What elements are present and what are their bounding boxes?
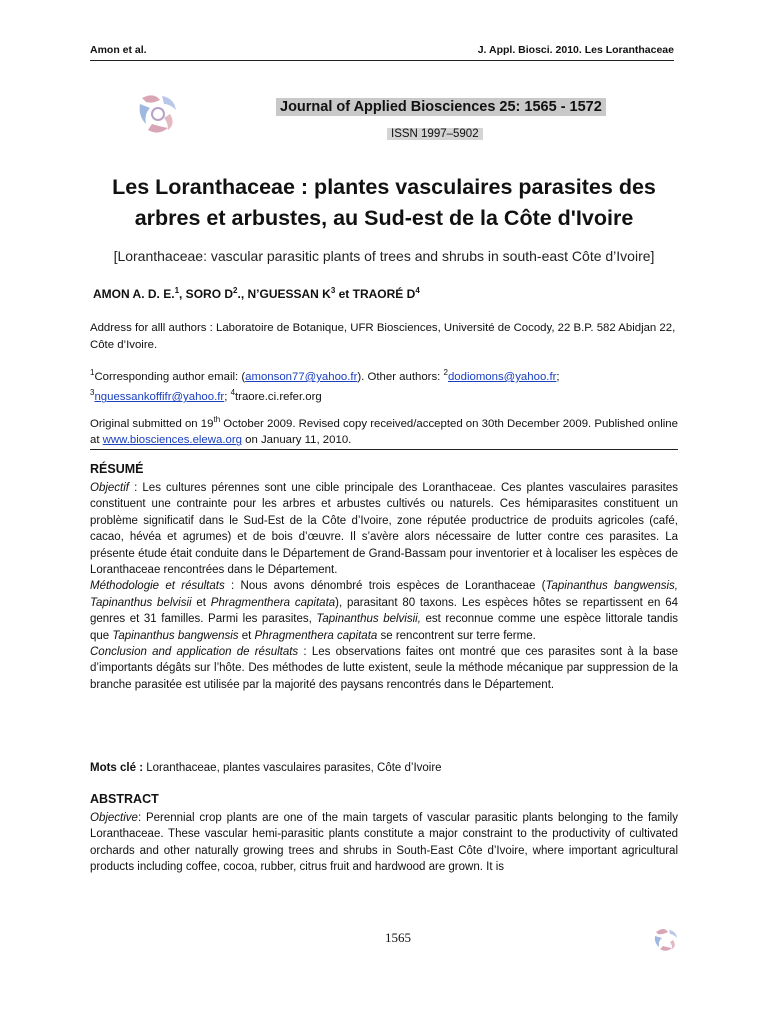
article-title [80, 172, 688, 234]
author-name: AMON A. D. E. [93, 287, 175, 301]
methodo-text: et [191, 596, 211, 609]
separator: ; [556, 370, 560, 383]
page-number: 1565 [385, 930, 411, 945]
author-address [90, 320, 678, 353]
footer-logo-icon [652, 926, 680, 952]
separator: ; [224, 391, 231, 404]
species-name: Tapinanthus bangwensis, Tapinanthus belvisii [90, 580, 678, 609]
methodo-text: : Nous avons dénombré trois espèces de Loranthaceae ( [224, 580, 546, 593]
submission-text: October 2009. Revised copy received/accepted on 30th December 2009. Published online [220, 417, 678, 430]
keywords-text: Loranthaceae, plantes vasculaires parasites, Côte d’Ivoire [143, 762, 442, 774]
author-mark: 3 [330, 286, 336, 295]
journal-name: Journal of Applied Biosciences 25: 1565 - 1572 [276, 98, 606, 116]
header-authors: Amon et al. [90, 44, 147, 56]
objective-text: : Perennial crop plants are one of the main targets of vascular parasitic plants belonging to the family Loranthaceae. These vascular hemi-parasitic plants constitute a major constraint to the productivity of cultivated orchards and other naturally growing trees and shrubs in South-East Côte d’Ivoire, where important agricultural products including coffee, cocoa, rubber, citrus fruit and hardwood are grown. It is [90, 812, 678, 874]
submission-text: on January 11, 2010. [241, 434, 352, 447]
resume-conclusion [90, 644, 678, 693]
resume-body [90, 480, 678, 693]
resume-objectif [90, 480, 678, 578]
resume-heading: RÉSUMÉ [90, 462, 144, 476]
author-name: et TRAORÉ D [335, 287, 416, 301]
correspondence-mid: ). Other authors: [357, 370, 444, 383]
website-link[interactable]: www.biosciences.elewa.org [102, 434, 242, 447]
abstract-body [90, 810, 678, 876]
footnote-mark: 2 [443, 368, 448, 377]
correspondence [90, 365, 678, 406]
keywords [90, 760, 678, 776]
submission-text: at [90, 434, 103, 447]
species-name: Phragmenthera capitata [210, 596, 336, 609]
methodo-label: Méthodologie et résultats [90, 580, 225, 593]
author-mark: 1 [174, 286, 180, 295]
title-line-2: arbres et arbustes, au Sud-est de la Côte d'Ivoire [134, 206, 634, 230]
address-line-2: Côte d’Ivoire. [90, 338, 158, 351]
objectif-text: : Les cultures pérennes sont une cible principale des Loranthaceae. Ces plantes vasculaires parasites constituent une contrainte pour les arbres et arbustes cultivés ou naturels. Ces hémiparasites constituent un problème significatif dans le Sud-Est de la Côte d’Ivoire, zone réputée productrice de produits agricoles (café, cacao, hévéa et agrumes) et de bois d’œuvre. Il s’avère alors nécessaire de lutter contre ces parasites. La présente étude était conduite dans le Département de Grand-Bassam pour inventorier et à localiser les espèces de Loranthaceae rencontrées dans le Département. [90, 482, 678, 577]
methodo-text: se rencontrent sur terre ferme. [377, 629, 536, 642]
footnote-mark: 1 [90, 368, 95, 377]
submission-text: Original submitted on 19 [90, 417, 214, 430]
species-name: Tapinanthus belvisii, [316, 613, 421, 626]
article-subtitle: [Loranthaceae: vascular parasitic plants of trees and shrubs in south-east Côte d’Ivoire] [113, 248, 655, 264]
journal-issn: ISSN 1997–5902 [387, 128, 483, 140]
footnote-mark: 4 [230, 388, 236, 398]
author-list [93, 286, 420, 301]
email-link-2[interactable]: dodiomons@yahoo.fr [447, 370, 557, 383]
email-link-3[interactable]: nguessankoffifr@yahoo.fr [94, 391, 225, 404]
methodo-text: et [238, 629, 255, 642]
keywords-label: Mots clé : [90, 762, 144, 774]
journal-logo-icon [134, 90, 182, 136]
abstract-heading: ABSTRACT [90, 792, 159, 806]
methodo-text: est reconnue comme une espèce littorale tandis que [90, 613, 678, 642]
title-line-1: Les Loranthaceae : plantes vasculaires parasites des [112, 175, 656, 199]
objectif-label: Objectif [90, 482, 129, 494]
author-mark: 2 [233, 286, 238, 295]
address-line-1: Address for alll authors : Laboratoire de Botanique, UFR Biosciences, Université de Cocody, 22 B.P. 582 Abidjan 22, [90, 322, 676, 334]
email-text-4: traore.ci.refer.org [235, 391, 322, 404]
species-name: Phragmenthera capitata [254, 629, 378, 642]
divider [90, 449, 678, 450]
submission-dates [90, 412, 678, 449]
resume-methodo [90, 578, 678, 644]
conclusion-label: Conclusion and application de résultats [90, 646, 299, 659]
email-link-1[interactable]: amonson77@yahoo.fr [245, 370, 358, 383]
conclusion-text: : Les observations faites ont montré que ces parasites sont à la base d’importants dégâts sur l’hôte. Des méthodes de lutte existent, seule la méthode mécanique par suppression de la branche parasitée est utilisée par la majorité des paysans rencontrés dans le Département. [90, 646, 678, 691]
species-name: Tapinanthus bangwensis [112, 629, 239, 642]
abstract-objective [90, 810, 678, 876]
author-mark: 4 [415, 286, 420, 295]
ordinal-suffix: th [213, 415, 221, 424]
author-name: , SORO D [179, 287, 234, 301]
author-name: ., N’GUESSAN K [237, 287, 331, 301]
header-journal-ref: J. Appl. Biosci. 2010. Les Loranthaceae [477, 44, 674, 56]
correspondence-prefix: Corresponding author email: ( [94, 370, 246, 383]
methodo-text: ), parasitant 80 taxons. Les espèces hôtes se repartissent en 64 genres et 31 familles. Parmi les parasites, [90, 596, 679, 626]
objective-label: Objective [90, 812, 138, 824]
running-header [90, 42, 674, 61]
footnote-mark: 3 [90, 388, 95, 398]
